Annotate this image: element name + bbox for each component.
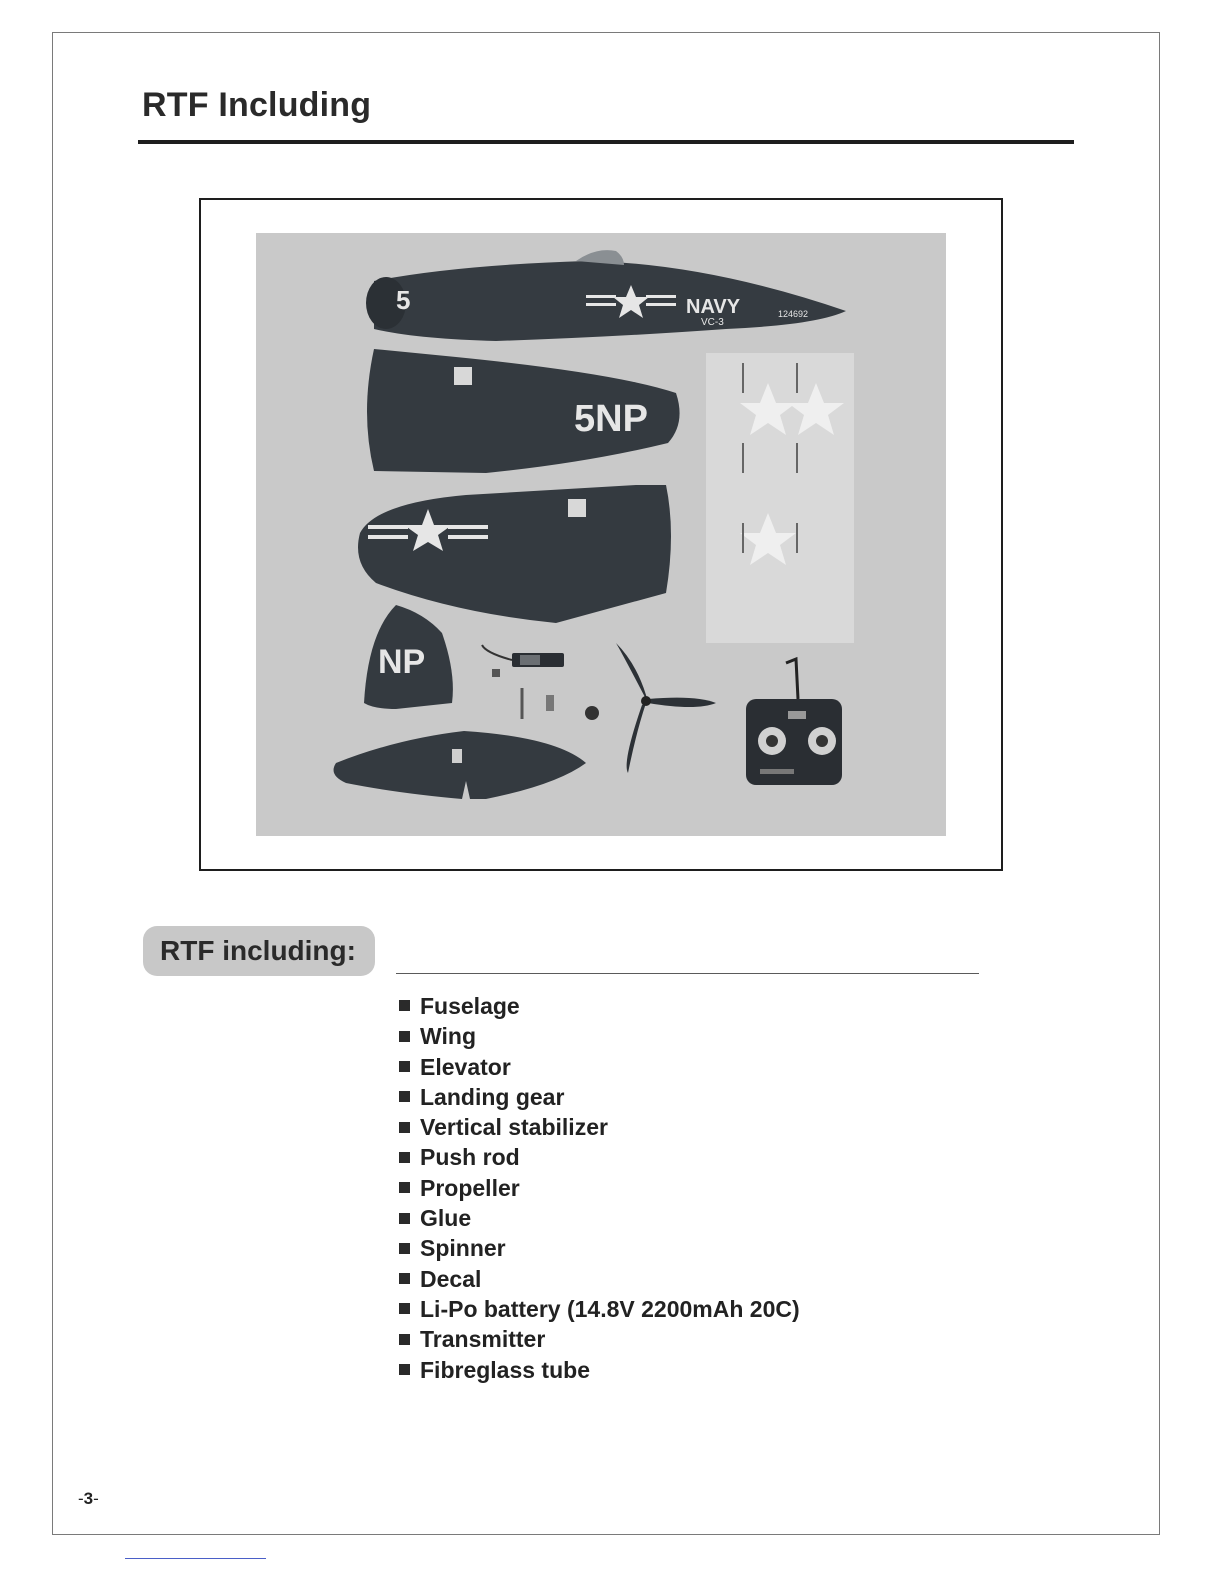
list-item-label: Vertical stabilizer [420, 1114, 608, 1141]
svg-text:NP: NP [378, 643, 426, 681]
list-item-label: Li-Po battery (14.8V 2200mAh 20C) [420, 1295, 800, 1322]
list-item [399, 1052, 800, 1082]
square-bullet-icon [399, 1273, 410, 1284]
list-item [399, 1355, 800, 1385]
page-number: -3- [78, 1489, 99, 1508]
list-item [399, 1173, 800, 1203]
list-item-label: Propeller [420, 1174, 520, 1201]
list-item-label: Transmitter [420, 1326, 546, 1353]
square-bullet-icon [399, 1213, 410, 1224]
list-item [399, 1264, 800, 1294]
square-bullet-icon [399, 1031, 410, 1042]
svg-text:5NP: 5NP [574, 398, 648, 440]
list-item [399, 1294, 800, 1324]
list-item-label: Spinner [420, 1235, 506, 1262]
list-item [399, 991, 800, 1021]
square-bullet-icon [399, 1122, 410, 1133]
square-bullet-icon [399, 1303, 410, 1314]
list-item-label: Fibreglass tube [420, 1356, 590, 1383]
list-header-rule [396, 973, 979, 974]
square-bullet-icon [399, 1061, 410, 1072]
list-item [399, 1324, 800, 1354]
list-item-label: Wing [420, 1023, 476, 1050]
list-item [399, 1082, 800, 1112]
square-bullet-icon [399, 1243, 410, 1254]
page-title: RTF Including [142, 86, 372, 124]
list-item [399, 1142, 800, 1172]
svg-text:NAVY: NAVY [686, 296, 741, 318]
kit-contents-photo [256, 233, 946, 836]
list-item-label: Landing gear [420, 1083, 565, 1110]
list-item-label: Push rod [420, 1144, 520, 1171]
bottom-link-underline [125, 1558, 266, 1559]
rtf-including-badge: RTF including: [143, 926, 375, 976]
list-item [399, 1112, 800, 1142]
list-item-label: Fuselage [420, 993, 520, 1019]
svg-text:5: 5 [396, 285, 411, 315]
photo-frame [199, 198, 1003, 871]
list-item [399, 1021, 800, 1051]
included-items-list [399, 991, 800, 1385]
list-item [399, 1233, 800, 1263]
square-bullet-icon [399, 1364, 410, 1375]
square-bullet-icon [399, 1091, 410, 1102]
square-bullet-icon [399, 1000, 410, 1011]
svg-text:124692: 124692 [778, 309, 809, 319]
list-item [399, 1203, 800, 1233]
title-underline [138, 140, 1074, 144]
list-item-label: Glue [420, 1205, 472, 1232]
square-bullet-icon [399, 1334, 410, 1345]
kit-photo-illustration [256, 233, 946, 836]
square-bullet-icon [399, 1152, 410, 1163]
square-bullet-icon [399, 1182, 410, 1193]
list-item-label: Decal [420, 1265, 482, 1292]
decal-sheet-piece [706, 353, 854, 643]
svg-text:VC-3: VC-3 [701, 317, 724, 328]
list-item-label: Elevator [420, 1053, 511, 1080]
